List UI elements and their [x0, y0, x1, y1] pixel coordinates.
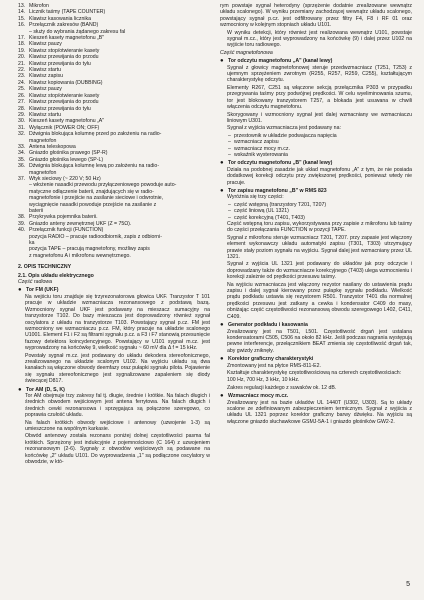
dash-icon: – [228, 132, 231, 139]
heading-odczyt-a: ● Tor odczytu magnetofonu „A" (kanał lewy) [220, 58, 333, 65]
dash-list-item [220, 152, 412, 158]
dash-icon: – [228, 151, 231, 158]
list-item-text: Klawisz stop/otwieranie kasety [29, 47, 100, 54]
dash-icon: – [228, 139, 231, 146]
list-item-number: 33. [18, 143, 26, 150]
dash-list-text: część korekcyjną (T401, T403) [234, 214, 305, 221]
list-item-text: Klawisz stop/otwieranie kasety [29, 92, 100, 99]
bullet-icon: ● [220, 58, 224, 65]
left-column [18, 3, 210, 466]
list-item-text: Mikrofon [29, 3, 49, 9]
paragraph: Sygnał z wyjścia wzmacniacza jest podawany na: [227, 125, 341, 132]
heading-zapis-b: ● Tor zapisu magnetofonu „B" w RMS 823 [220, 187, 327, 194]
paragraph: W wyniku detekcji, który również jest realizowana wewnątrz U101, powstaje sygnał m.cz., który jest wyprowadzony na końcówkę (9) i dalej przez U102 na wyjście toru radiowego. [227, 29, 412, 49]
bullet-icon: ● [220, 160, 224, 167]
list-item-text: pozycja RADIO – pracuje radioodbiornik, zapis z odbiorni- [29, 233, 162, 240]
list-item-text: Dźwignia blokująca kolumnę lewą po założeniu na radio- [29, 163, 160, 170]
list-item-number: 35. [18, 156, 26, 163]
bullet-icon: ● [220, 356, 224, 363]
dash-list [220, 202, 412, 221]
paragraph: Elementy R267, C251 są włączone sekcją przełącznika P303 w przypadku przegrywania taśmy przy podwójnej prędkości. W celu wyeliminowania szumu, tor jest blokowany tranzystorem T257, a blokada jest usuwana w chwili włączenia odczytu magnetofonu. [227, 84, 412, 111]
list-item-text: baterii [29, 208, 44, 214]
list-item-text: Przykrywka pojemnika baterii. [29, 214, 98, 221]
list-item-text: z magnetofonu A i mikrofonu wewnętrznego. [29, 252, 131, 259]
dash-list-text: wskaźnik wysterowania [234, 151, 288, 158]
list-item-number: 23. [18, 73, 26, 80]
list-item-number: 22. [18, 67, 26, 74]
paragraph: Sygnał z głowicy magnetofonowej steruje przedwzmacniacz (T251, T253) z ujemnym sprzężeniem zwrotnym (R255, R257, R259, C255), kształtującym charakterystykę odczytu. [227, 64, 412, 84]
list-item-text: Klawisz kopiowania (DUBBING) [29, 79, 103, 86]
list-item-text: wyciągnięcie nasadki powoduje przejście na zasilanie z [29, 201, 157, 208]
heading-tor-fm: ● Tor FM (UKF) [18, 287, 59, 294]
page-number: 5 [406, 581, 410, 588]
list-item-number: 25. [18, 86, 26, 93]
list-item-number: 21. [18, 60, 26, 67]
list-item-text: magnetofon [29, 169, 57, 176]
paragraph: Kształtuje charakterystykę częstotliwościową na czterech częstotliwościach: [227, 369, 402, 376]
list-item-text: magnetofon [29, 137, 57, 144]
paragraph: Tor AM obejmuje trzy zakresy fal tj. długie, średnie i krótkie. Na falach długich i średnich obwodem wejściowym jest antena ferrytowa. Na falach długich i średnich cewki rezonansowa i sprzęgająca są połączone szeregowo, co poprawia czułość układu. [25, 392, 210, 419]
list-item-number: 18. [18, 41, 26, 48]
list-item-number: 13. [18, 3, 26, 9]
paragraph: Zrealizowany jest na T501, L501. Częstotliwość drgań jest ustalana kondensatorami C505, C506 na około 82 kHz. Jeśli podczas nagrania występują pewne interferencje, przełącznikiem BEAT zmienia się częstotliwość drgań tak, aby gwizdy zniknęły. [227, 328, 412, 354]
dash-list-text: część wstępną (tranzystory T201, T207) [234, 201, 327, 208]
paragraph: Sygnał z mikrofonu steruje wzmacniacz T201, T207. przy zapasie jest włączony element wykonawczy układu automatyki zapisu (T301, T303) utrzymujący prawie stały poziom sygnału na wyjściu. Sygnał dalej jest wzmacniany przez UL 1321. [227, 234, 412, 261]
dash-list-text: część liniową (UL 1321) [234, 208, 289, 215]
paragraph: Zmontowany jest na płytce RMS-811-E2. [227, 362, 321, 369]
list-item-text: Kieszeń kasety magnetofonu „B" [29, 35, 105, 42]
component-list [18, 3, 210, 259]
list-item-number: 38. [18, 214, 26, 221]
list-item-text: Klawisz pauzy [29, 41, 62, 48]
bullet-icon: ● [18, 287, 22, 294]
paragraph: Zrealizowany jest na bazie układów UL 1440T (U302, U303). Są to układy scalone ze zdefiniowanym zabezpieczeniem termicznym. Sygnał z wyjścia z układu UL 1321 poprzez korektor graficzny barwy dźwięku. Na wyjściu są włączone gniazdo słuchawkowe GSMJ-5A-1 i gniazdo głośników GW2-2. [227, 399, 412, 425]
list-item-text: Klawisz startu [29, 111, 61, 118]
paragraph: rym powstaje sygnał heterodyny (sprzężenie dodatnie zrealizowane wewnątrz układu scalonego). W wyniku przemiany zachodzącej wewnątrz układu scalonego, powstający sygnał p.cz. jest odfiltrowany przez filtry F4, F8 i RF 01 oraz wzmocniony w kolejnym stopniach układu U101. [220, 3, 412, 29]
heading-wzmacniacz: ● Wzmacniacz mocy m.cz. [220, 393, 289, 400]
dash-icon: – [228, 145, 231, 152]
dash-list-text: przestownik w układzie podwajacza napięcia [234, 132, 337, 139]
list-item-number: 15. [18, 15, 26, 22]
bullet-icon: ● [18, 386, 22, 393]
list-item-text: Klawisz przewijania do przodu [29, 54, 99, 61]
list-item-text: Klawisz kasowania licznika [29, 15, 91, 22]
list-item-text: Gniazdo anteny zewnętrznej UKF (Z = 75Ω). [29, 220, 132, 227]
dash-list [220, 133, 412, 159]
paragraph: 100 Hz, 700 Hz, 3 kHz, 10 kHz. [227, 377, 300, 384]
paragraph: Część wstępną toru zapisu, wykorzystywana przy zapisie z mikrofonu lub taśmy do części przełączania FUNCTION w pozycji TAPE. [227, 221, 412, 234]
list-item-text: Gniazdo głośnika lewego (SP-L) [29, 156, 104, 163]
list-item-number: 24. [18, 79, 26, 86]
list-item-text: Klawisz startu [29, 67, 61, 74]
list-item-number: 32. [18, 131, 26, 138]
list-item-number: 40. [18, 227, 26, 234]
dash-icon: – [228, 201, 231, 208]
list-item-text: Klawisz zapisu [29, 73, 64, 80]
list-item-text: Dźwignia blokująca kolumnę przed po założeniu na radio- [29, 131, 162, 138]
list-item-text: Przełącznik funkcji (FUNCTION) [29, 227, 104, 234]
paragraph: Na wejściu toru znajduje się trzyrezonatorowa głowica UKF. Tranzystor T 101 pracuje w układzie wzmacniacza rezonansowego z podstawą bazą. Wzmocniony sygnał UKF jest podawany na mieszacz sumacyjny na tranzystorze T102. Do bazy mieszacza jest doprowadzony również sygnał oscylatora z układu na tranzystorze T103. Powstający sygnał p.cz. FM jest wzmocniony we wzmacniaczu p.cz. FM, który pracuje na układzie scalonego U1001. Element F1 i F2 są filtrami sygnału p.cz. a F3 i F7 stanowią przesunięcie fazowy detektora koincydencyjnego. Powstający w U101 sygnał m.cz. jest wyprowadzony na końcówkę 9, wielkość sygnału ~ 60 mV dla Δ f = 15 kHz. [25, 293, 210, 352]
list-item-number: 28. [18, 105, 26, 112]
list-item-number: 39. [18, 220, 26, 227]
list-item-number: 34. [18, 150, 26, 157]
list-item-text: Klawisz pauzy [29, 86, 62, 93]
paragraph: Wyróżnia się trzy części: [227, 194, 284, 201]
paragraph: Sygnał z wyjścia UL 1321 jest podawany do układów jak przy odczycie i doprowadzany także do wzmacniacze korekcyjnego (T403) ulega wzmocnieniu i korekcji zależnie od prędkości przesuwu taśmy. [227, 261, 412, 281]
list-item-text: Przełącznik zakresów (BAND) [29, 22, 99, 29]
paragraph: Na falach krótkich obwody wejściowe i antenowy (uzwojenie 1-3) są umieszczone na wspólnym karkasie. [25, 419, 210, 432]
list-item-text: – służy do wybrania żądanego zakresu fal [29, 28, 126, 35]
list-item-text: Klawisz przewijania do przodu [29, 99, 99, 106]
list-item-number: 30. [18, 118, 26, 125]
list-item-text: Wtyk sieciowy (~ 220 V; 50 Hz) [29, 175, 101, 182]
heading-odczyt-b: ● Tor odczytu magnetofonu „B" (kanał lewy) [220, 160, 333, 167]
list-item-text: Klawisz przewijania do tyłu [29, 60, 91, 67]
list-item-number: 19. [18, 47, 26, 54]
list-item-number [18, 253, 29, 259]
list-item-number: 20. [18, 54, 26, 61]
list-item-number: 16. [18, 22, 26, 29]
list-item-number: 26. [18, 92, 26, 99]
paragraph: Obwód antenowy została rezonans poniżej dolnej częstotliwości pasma fal krótkich. Sprzężony jest indukcyjnie z pojemnościowo (C 164) z uzwojeniem rezonansowym (2-6). Sygnały z obwodów wejściowych są podawane na końcówkę „2" układu U101. Do wyprowadzenia „1" są podłączone oscylatory w obwodzie, w któ- [25, 433, 210, 466]
paragraph: Powstały sygnał m.cz. jest podawany do układu dekodera stereofonicznego, zrealizowanego na układzie scalonym U102. Na wyjściu układu są dwa kanałach są włączone obwody deemfazy oraz pułapki sygnału pilota. Pojawienie się sygnału stereofonicznego jest sygnalizowane zapaleniem się diody świecącej D817. [25, 352, 210, 385]
list-item-number: 29. [18, 111, 26, 118]
bullet-icon: ● [220, 322, 224, 329]
section-heading: 2. OPIS TECHNICZNY [18, 264, 72, 271]
heading-generator: ● Generator podkładu i kasowania [220, 322, 308, 329]
dash-list-text: wzmacniacz mocy m.cz. [234, 145, 290, 152]
paragraph: Na wyjściu wzmacniacza jest włączony rezystor nasilany do ustawienia prądu zapisu i dalej sygnał kierowany przez pułapkę sygnału podkładu. Wielkość prądu podkładu ustawia się rezystorem R501. Tranzystor T401 dla normalnej prędkości przesuwu jest zatkany a cewka i kondensator C409 do masy, obniżając część częstotliwości rezonansową obwodu szeregowego L402, C411, C409. [227, 281, 412, 320]
part-heading-tape: Część magnetofonowa [220, 49, 273, 56]
list-item-number: 36. [18, 163, 26, 170]
heading-korektor: ● Korektor graficzny charakterystyki [220, 356, 314, 363]
bullet-icon: ● [220, 187, 224, 194]
list-item-text: Gniazdo głośnika prawego (SP-R) [29, 150, 108, 157]
heading-tor-am: ● Tor AM (D, S, K) [18, 386, 65, 393]
list-item-number: 14. [18, 9, 26, 16]
list-item-number: 37. [18, 175, 26, 182]
right-column [220, 3, 412, 426]
dash-list-text: wzmacniacz zapisu [234, 139, 279, 146]
list-item-text: Antena teleskopowa [29, 143, 76, 150]
list-item-text: magnetofonie i przejście na zasilanie sieciowe i odwrotnie, [29, 195, 164, 202]
subsection-heading: 2.1. Opis układu elektrycznego [18, 272, 94, 279]
part-heading-radio: Część radiowa [18, 279, 53, 286]
paragraph: Zakres regulacji każdego z suwaków ok. 12 dB. [227, 384, 337, 391]
list-item-number: 27. [18, 99, 26, 106]
list-item-text: Wyłącznik (POWER ON; OFF) [29, 124, 100, 131]
list-item-number: 17. [18, 35, 26, 42]
list-item-text: Licznik taśmy (TAPE COUNTER) [29, 9, 106, 16]
list-item-text: ka [29, 240, 35, 247]
list-item-text: matyczne odłączenie baterii, znajdujących się w radio- [29, 188, 154, 195]
list-item-text: pozycja TAPE – pracują magnetofony, możliwy zapis [29, 246, 150, 253]
bullet-icon: ● [220, 393, 224, 400]
list-item-text: – włożenie nasadki przewodu przyłączeniowego powoduje auto- [29, 182, 177, 189]
list-item-number: 31. [18, 124, 26, 131]
dash-icon: – [228, 208, 231, 215]
list-item-text: Kieszeń kasety magnetofonu „A" [29, 118, 105, 125]
dash-icon: – [228, 214, 231, 221]
paragraph: Działa na podobnej zasadzie jak układ magnetofonu „A" z tym, że nie posiada dodatkowej korekcji odczytu przy zwiększonej prędkości, ponieważ wtedy nie pracuje. [227, 166, 412, 186]
list-item-text: Klawisz przewijania do tyłu [29, 105, 91, 112]
paragraph: Skorygowany i wzmocniony sygnał jest dalej wzmacniany we wzmacniaczu liniowym U301. [227, 111, 412, 124]
